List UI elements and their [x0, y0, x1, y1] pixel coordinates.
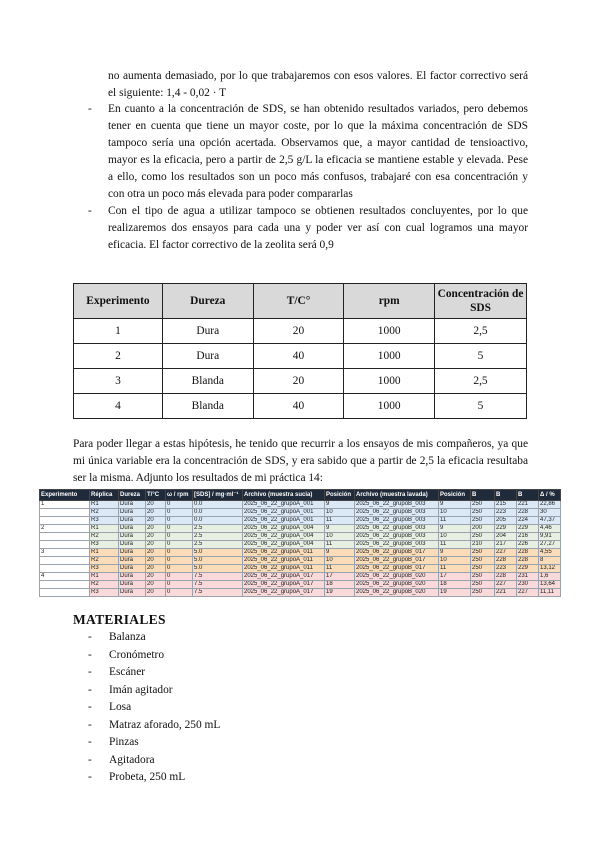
table-cell: 1000: [344, 344, 435, 369]
spreadsheet-cell: 0: [166, 517, 193, 525]
table-cell: Dura: [162, 344, 253, 369]
material-item-text: Losa: [109, 701, 132, 713]
spreadsheet-cell: 9: [439, 525, 471, 533]
table-cell: 5: [435, 344, 527, 369]
spreadsheet-cell: 250: [471, 573, 495, 581]
spreadsheet-cell: 10: [325, 509, 355, 517]
spreadsheet-cell: 7.5: [193, 581, 243, 589]
table-header-row: [74, 284, 527, 319]
table-cell: Blanda: [162, 369, 253, 394]
table-cell: 2: [74, 344, 163, 369]
spreadsheet-row: [40, 589, 561, 597]
spreadsheet-cell: 228: [517, 549, 539, 557]
spreadsheet-group-cell: [40, 541, 90, 549]
spreadsheet-cell: 227: [495, 581, 517, 589]
spreadsheet-cell: 226: [517, 541, 539, 549]
spreadsheet-cell: 228: [495, 573, 517, 581]
spreadsheet-cell: 2025_06_22_grupoA_004: [243, 541, 325, 549]
spreadsheet-cell: 0: [166, 525, 193, 533]
spreadsheet-row: [40, 517, 561, 525]
list-dash: -: [88, 701, 92, 713]
table-cell: 1000: [344, 394, 435, 419]
spreadsheet-cell: 223: [495, 509, 517, 517]
list-item: [88, 734, 220, 752]
results-spreadsheet-table: [39, 489, 561, 597]
spreadsheet-cell: 2025_06_22_grupoA_017: [243, 581, 325, 589]
spreadsheet-cell: 227: [495, 549, 517, 557]
spreadsheet-cell: 2.5: [193, 533, 243, 541]
spreadsheet-cell: 18: [439, 581, 471, 589]
spreadsheet-row: [40, 525, 561, 533]
spreadsheet-cell: 7.5: [193, 589, 243, 597]
spreadsheet-cell: 2025_06_22_grupoB_017: [355, 549, 439, 557]
list-item: [88, 647, 220, 665]
table-row: [74, 319, 527, 344]
list-dash: -: [88, 631, 92, 643]
table-row: [74, 344, 527, 369]
spreadsheet-cell: 4,46: [539, 525, 561, 533]
table-cell: 40: [253, 344, 344, 369]
spreadsheet-cell: 0: [166, 541, 193, 549]
spreadsheet-cell: Dura: [119, 549, 146, 557]
material-item-text: Probeta, 250 mL: [109, 771, 186, 783]
spreadsheet-cell: 20: [146, 589, 166, 597]
spreadsheet-cell: 250: [471, 589, 495, 597]
spreadsheet-cell: R3: [90, 589, 119, 597]
spreadsheet-cell: 216: [517, 533, 539, 541]
spreadsheet-cell: 0: [166, 509, 193, 517]
spreadsheet-cell: 2025_06_22_grupoB_020: [355, 573, 439, 581]
spreadsheet-cell: 13,64: [539, 581, 561, 589]
list-item: [88, 203, 528, 254]
list-item: [88, 752, 220, 770]
spreadsheet-cell: Dura: [119, 501, 146, 509]
spreadsheet-cell: 11: [439, 541, 471, 549]
list-dash: -: [88, 103, 92, 115]
spreadsheet-cell: 11: [325, 517, 355, 525]
material-item-text: Matraz aforado, 250 mL: [109, 718, 221, 731]
spreadsheet-cell: 30: [539, 509, 561, 517]
spreadsheet-cell: 20: [146, 501, 166, 509]
spreadsheet-cell: 9: [325, 549, 355, 557]
spreadsheet-header-cell: B: [517, 490, 539, 501]
list-dash: -: [88, 718, 92, 731]
spreadsheet-cell: 10: [325, 533, 355, 541]
spreadsheet-cell: 20: [146, 557, 166, 565]
spreadsheet-group-cell: 1: [40, 501, 90, 509]
spreadsheet-cell: 2025_06_22_grupoB_003: [355, 525, 439, 533]
spreadsheet-cell: 2025_06_22_grupoA_011: [243, 565, 325, 573]
spreadsheet-header-cell: B: [495, 490, 517, 501]
spreadsheet-cell: 17: [325, 573, 355, 581]
spreadsheet-cell: 228: [517, 557, 539, 565]
spreadsheet-cell: 18: [325, 581, 355, 589]
spreadsheet-cell: 250: [471, 549, 495, 557]
list-item: [88, 682, 220, 700]
spreadsheet-cell: 20: [146, 541, 166, 549]
spreadsheet-group-cell: [40, 509, 90, 517]
list-dash: -: [88, 753, 92, 766]
spreadsheet-cell: 8: [539, 557, 561, 565]
spreadsheet-cell: 0: [166, 589, 193, 597]
spreadsheet-cell: R3: [90, 565, 119, 573]
spreadsheet-header-row: [40, 490, 561, 501]
spreadsheet-cell: 0.0: [193, 517, 243, 525]
spreadsheet-group-cell: [40, 565, 90, 573]
spreadsheet-cell: Dura: [119, 589, 146, 597]
spreadsheet-cell: 0: [166, 533, 193, 541]
spreadsheet-cell: 47,37: [539, 517, 561, 525]
spreadsheet-cell: 9: [439, 501, 471, 509]
spreadsheet-cell: 0: [166, 557, 193, 565]
spreadsheet-cell: 2025_06_22_grupoA_004: [243, 525, 325, 533]
spreadsheet-cell: 20: [146, 525, 166, 533]
spreadsheet-group-cell: [40, 589, 90, 597]
spreadsheet-cell: R2: [90, 533, 119, 541]
spreadsheet-cell: 2.5: [193, 525, 243, 533]
spreadsheet-cell: 20: [146, 549, 166, 557]
spreadsheet-group-cell: [40, 557, 90, 565]
spreadsheet-row: [40, 581, 561, 589]
list-item: [88, 664, 220, 682]
spreadsheet-cell: 2025_06_22_grupoB_020: [355, 589, 439, 597]
spreadsheet-cell: 227: [517, 589, 539, 597]
spreadsheet-cell: 2025_06_22_grupoB_003: [355, 541, 439, 549]
spreadsheet-header-cell: Archivo (muestra lavada): [355, 490, 439, 501]
table-cell: 2,5: [435, 319, 527, 344]
spreadsheet-header-cell: Archivo (muestra sucia): [243, 490, 325, 501]
list-item: [88, 629, 220, 647]
list-dash: -: [88, 683, 92, 696]
spreadsheet-cell: 2.5: [193, 541, 243, 549]
spreadsheet-header-cell: Posición: [439, 490, 471, 501]
spreadsheet-row: [40, 557, 561, 565]
spreadsheet-cell: 0: [166, 565, 193, 573]
table-cell: 2,5: [435, 369, 527, 394]
bullet-text-water: Con el tipo de agua a utilizar tampoco se obtienen resultados concluyentes, por lo que realizaremos dos ensayos para cada una y poder ver así con cual logramos una mayor eficacia. El factor correctivo de la zeolita será 0,9: [108, 205, 528, 251]
spreadsheet-cell: 221: [517, 501, 539, 509]
table-cell: 3: [74, 369, 163, 394]
spreadsheet-cell: 223: [495, 565, 517, 573]
spreadsheet-cell: R1: [90, 501, 119, 509]
spreadsheet-cell: R2: [90, 557, 119, 565]
spreadsheet-cell: 10: [325, 557, 355, 565]
spreadsheet-cell: 20: [146, 573, 166, 581]
spreadsheet-cell: 2025_06_22_grupoA_001: [243, 517, 325, 525]
spreadsheet-cell: Dura: [119, 533, 146, 541]
spreadsheet-cell: 210: [471, 541, 495, 549]
spreadsheet-cell: 22,86: [539, 501, 561, 509]
spreadsheet-cell: 2025_06_22_grupoB_003: [355, 501, 439, 509]
spreadsheet-cell: 11: [325, 541, 355, 549]
results-spreadsheet-image: [39, 489, 560, 597]
spreadsheet-cell: Dura: [119, 573, 146, 581]
spreadsheet-cell: 2025_06_22_grupoB_003: [355, 533, 439, 541]
spreadsheet-row: [40, 549, 561, 557]
results-intro-paragraph: Para poder llegar a estas hipótesis, he tenido que recurrir a los ensayos de mis compañeros, ya que mi única variable era la concentración de SDS, y era sabido que a partir de 2,5 la eficacia resultaba ser la misma. Adjunto los resultados de mi práctica 14:: [73, 438, 528, 484]
spreadsheet-cell: 2025_06_22_grupoB_017: [355, 565, 439, 573]
header-concentracion-sds: Concentración de SDS: [435, 284, 527, 319]
spreadsheet-cell: 250: [471, 565, 495, 573]
spreadsheet-group-cell: [40, 581, 90, 589]
spreadsheet-cell: 0: [166, 501, 193, 509]
spreadsheet-cell: 20: [146, 581, 166, 589]
spreadsheet-cell: 250: [471, 501, 495, 509]
spreadsheet-cell: 9: [439, 549, 471, 557]
bullet-text-sds: En cuanto a la concentración de SDS, se han obtenido resultados variados, pero debemos tener en cuenta que tiene un mayor coste, por lo que la máxima concentración de SDS tampoco sería una opción acertada. Observamos que, a mayor cantidad de tensioactivo, mayor es la eficacia, pero a partir de 2,5 g/L la eficacia se mantiene estable y elevada. Pese a ello, como los resultados son un poco más confusos, trabajaré con esa concentración y con otra un poco más elevada para poder compararlas: [108, 103, 528, 200]
spreadsheet-cell: 217: [495, 541, 517, 549]
material-item-text: Escáner: [109, 666, 146, 678]
spreadsheet-header-cell: Posición: [325, 490, 355, 501]
table-cell: 4: [74, 394, 163, 419]
table-cell: 5: [435, 394, 527, 419]
spreadsheet-cell: 11: [439, 565, 471, 573]
spreadsheet-cell: Dura: [119, 517, 146, 525]
list-item: [88, 717, 220, 735]
spreadsheet-body: [40, 501, 561, 597]
spreadsheet-cell: 229: [495, 525, 517, 533]
spreadsheet-cell: 7.5: [193, 573, 243, 581]
spreadsheet-cell: 9: [325, 525, 355, 533]
materiales-list: [88, 629, 220, 787]
spreadsheet-cell: 20: [146, 565, 166, 573]
spreadsheet-cell: 205: [495, 517, 517, 525]
spreadsheet-group-cell: 4: [40, 573, 90, 581]
spreadsheet-cell: 11: [325, 565, 355, 573]
spreadsheet-cell: Dura: [119, 557, 146, 565]
material-item-text: Pinzas: [109, 736, 139, 748]
spreadsheet-cell: 230: [517, 581, 539, 589]
spreadsheet-cell: 13,12: [539, 565, 561, 573]
spreadsheet-row: [40, 509, 561, 517]
spreadsheet-header-cell: T/°C: [146, 490, 166, 501]
table-cell: 1: [74, 319, 163, 344]
table-cell: 1000: [344, 319, 435, 344]
spreadsheet-cell: Dura: [119, 541, 146, 549]
spreadsheet-cell: 1,6: [539, 573, 561, 581]
spreadsheet-cell: 204: [495, 533, 517, 541]
spreadsheet-row: [40, 573, 561, 581]
spreadsheet-cell: 2025_06_22_grupoA_017: [243, 589, 325, 597]
spreadsheet-cell: 4,55: [539, 549, 561, 557]
experiment-design-table: [73, 283, 527, 419]
materiales-heading: MATERIALES: [73, 612, 166, 627]
spreadsheet-cell: 250: [471, 557, 495, 565]
spreadsheet-header-cell: Réplica: [90, 490, 119, 501]
spreadsheet-cell: 0.0: [193, 509, 243, 517]
spreadsheet-cell: 27,27: [539, 541, 561, 549]
spreadsheet-cell: Dura: [119, 581, 146, 589]
spreadsheet-cell: 229: [517, 565, 539, 573]
spreadsheet-cell: 2025_06_22_grupoA_001: [243, 509, 325, 517]
spreadsheet-header-cell: ω / rpm: [166, 490, 193, 501]
spreadsheet-cell: 2025_06_22_grupoA_004: [243, 533, 325, 541]
spreadsheet-header-cell: B: [471, 490, 495, 501]
list-item: [88, 769, 220, 787]
table-cell: 20: [253, 369, 344, 394]
spreadsheet-cell: 9: [325, 501, 355, 509]
spreadsheet-cell: 215: [495, 501, 517, 509]
spreadsheet-cell: 10: [439, 509, 471, 517]
spreadsheet-cell: 224: [517, 517, 539, 525]
spreadsheet-cell: 20: [146, 509, 166, 517]
spreadsheet-cell: 0.0: [193, 501, 243, 509]
spreadsheet-cell: 221: [495, 589, 517, 597]
spreadsheet-cell: Dura: [119, 525, 146, 533]
spreadsheet-cell: 228: [517, 509, 539, 517]
table-cell: Dura: [162, 319, 253, 344]
header-dureza: Dureza: [162, 284, 253, 319]
list-dash: -: [88, 666, 92, 678]
spreadsheet-cell: R2: [90, 509, 119, 517]
spreadsheet-cell: R1: [90, 573, 119, 581]
spreadsheet-cell: Dura: [119, 565, 146, 573]
spreadsheet-group-cell: [40, 517, 90, 525]
spreadsheet-row: [40, 541, 561, 549]
spreadsheet-cell: 9,91: [539, 533, 561, 541]
list-dash: -: [88, 736, 92, 748]
spreadsheet-cell: 250: [471, 509, 495, 517]
spreadsheet-cell: 19: [325, 589, 355, 597]
spreadsheet-cell: 5.0: [193, 565, 243, 573]
spreadsheet-cell: 250: [471, 517, 495, 525]
spreadsheet-cell: 2025_06_22_grupoA_017: [243, 573, 325, 581]
spreadsheet-group-cell: [40, 533, 90, 541]
material-item-text: Imán agitador: [109, 683, 173, 696]
spreadsheet-row: [40, 501, 561, 509]
spreadsheet-cell: 17: [439, 573, 471, 581]
list-dash: -: [88, 648, 92, 661]
header-experimento: Experimento: [74, 284, 163, 319]
spreadsheet-cell: 2025_06_22_grupoB_020: [355, 581, 439, 589]
spreadsheet-cell: 2025_06_22_grupoA_011: [243, 557, 325, 565]
spreadsheet-cell: 5.0: [193, 557, 243, 565]
spreadsheet-cell: 228: [495, 557, 517, 565]
header-temperatura: T/C°: [253, 284, 344, 319]
header-rpm: rpm: [344, 284, 435, 319]
spreadsheet-header-cell: Experimento: [40, 490, 90, 501]
spreadsheet-cell: 0: [166, 549, 193, 557]
spreadsheet-cell: 10: [439, 557, 471, 565]
list-item: [88, 101, 528, 203]
table-cell: 40: [253, 394, 344, 419]
material-item-text: Cronómetro: [109, 648, 165, 661]
table-row: [74, 394, 527, 419]
table-cell: 1000: [344, 369, 435, 394]
table-cell: 20: [253, 319, 344, 344]
spreadsheet-cell: 20: [146, 533, 166, 541]
spreadsheet-row: [40, 533, 561, 541]
spreadsheet-cell: 0: [166, 573, 193, 581]
spreadsheet-cell: R2: [90, 581, 119, 589]
spreadsheet-group-cell: 3: [40, 549, 90, 557]
spreadsheet-row: [40, 565, 561, 573]
table-row: [74, 369, 527, 394]
list-item: [88, 699, 220, 717]
spreadsheet-cell: 2025_06_22_grupoB_003: [355, 517, 439, 525]
spreadsheet-cell: Dura: [119, 509, 146, 517]
spreadsheet-cell: 2025_06_22_grupoB_003: [355, 509, 439, 517]
spreadsheet-cell: 2025_06_22_grupoA_001: [243, 501, 325, 509]
spreadsheet-header-cell: Dureza: [119, 490, 146, 501]
spreadsheet-cell: 200: [471, 525, 495, 533]
spreadsheet-cell: R1: [90, 525, 119, 533]
spreadsheet-cell: 2025_06_22_grupoB_017: [355, 557, 439, 565]
spreadsheet-cell: R1: [90, 549, 119, 557]
continuation-paragraph: no aumenta demasiado, por lo que trabajaremos con esos valores. El factor correctivo será el siguiente: 1,4 - 0,02 · T: [108, 70, 528, 99]
hypothesis-bullet-list: [88, 101, 528, 254]
list-dash: -: [88, 771, 92, 783]
spreadsheet-cell: 0: [166, 581, 193, 589]
spreadsheet-cell: 11,11: [539, 589, 561, 597]
table-cell: Blanda: [162, 394, 253, 419]
spreadsheet-cell: 250: [471, 533, 495, 541]
spreadsheet-cell: 229: [517, 525, 539, 533]
spreadsheet-cell: R3: [90, 541, 119, 549]
spreadsheet-cell: 11: [439, 517, 471, 525]
spreadsheet-header-cell: Δ / %: [539, 490, 561, 501]
material-item-text: Agitadora: [109, 753, 155, 766]
spreadsheet-cell: 250: [471, 581, 495, 589]
material-item-text: Balanza: [109, 631, 146, 643]
spreadsheet-cell: 231: [517, 573, 539, 581]
spreadsheet-cell: 20: [146, 517, 166, 525]
spreadsheet-cell: R3: [90, 517, 119, 525]
spreadsheet-header-cell: [SDS] / mg·ml⁻¹: [193, 490, 243, 501]
spreadsheet-group-cell: 2: [40, 525, 90, 533]
spreadsheet-cell: 10: [439, 533, 471, 541]
spreadsheet-cell: 2025_06_22_grupoA_011: [243, 549, 325, 557]
spreadsheet-cell: 19: [439, 589, 471, 597]
spreadsheet-cell: 5.0: [193, 549, 243, 557]
list-dash: -: [88, 205, 92, 217]
